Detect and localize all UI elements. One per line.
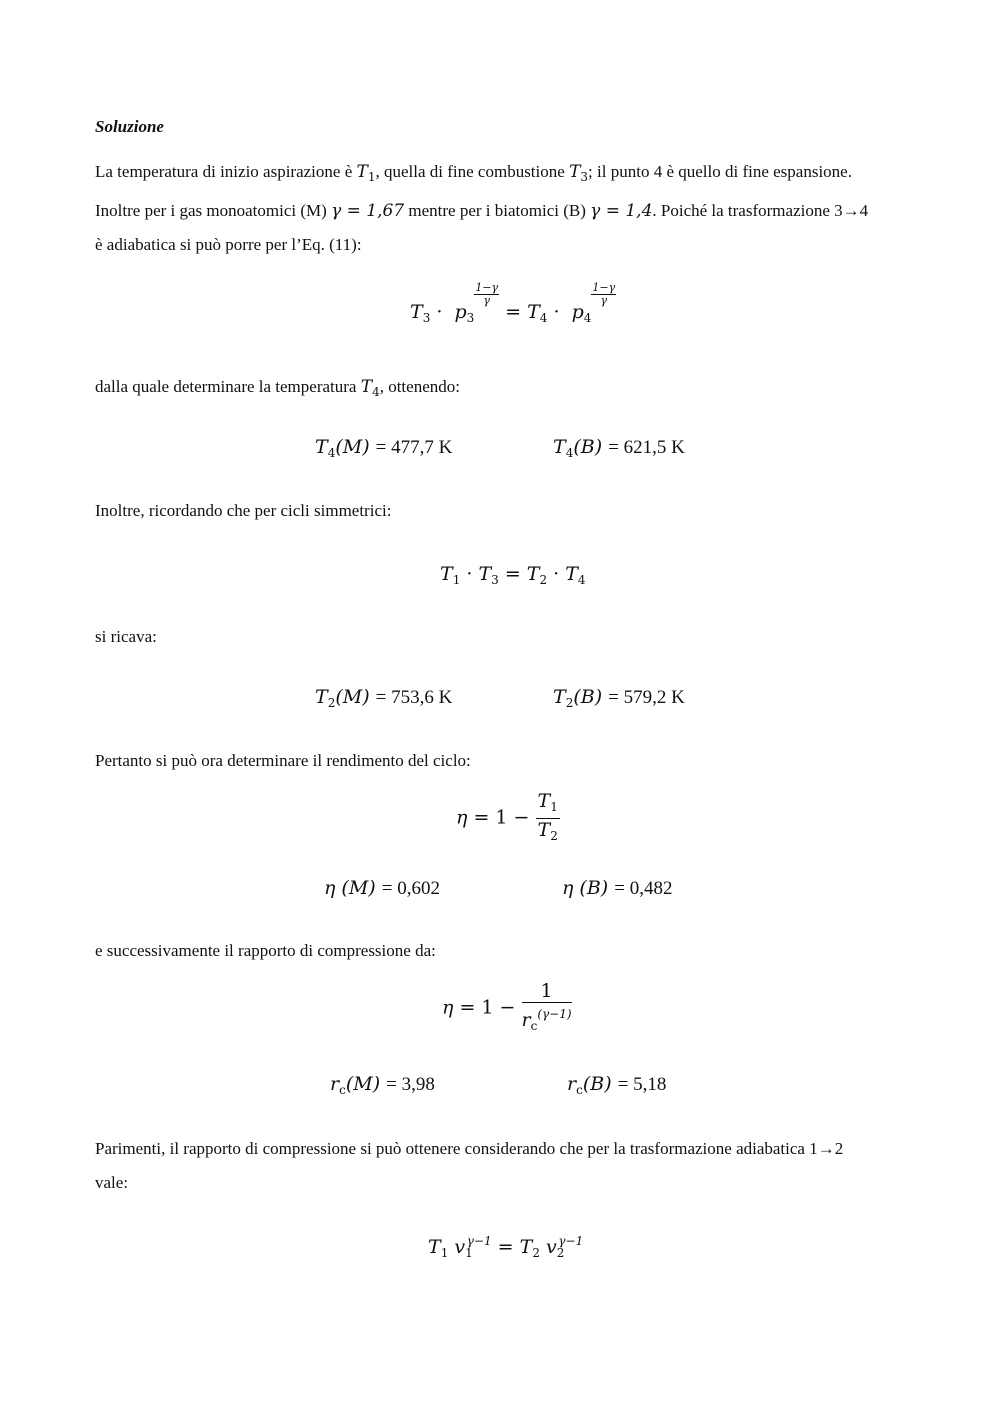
intro-paragraph [95,155,910,262]
parimenti-line-2: vale: [95,1173,129,1192]
symbol-T3: $T_3$ [569,162,589,184]
intro-text-1b: , quella di fine combustione [375,162,570,181]
compression-ratio-equation: η = 1 − $\frac{1}{r_c^{(\gamma-1)}}$ [442,980,572,1037]
intro-text-2c: . Poiché la trasformazione 3→4 [652,201,869,220]
intro-text-3: è adiabatica si può porre per l’Eq. (11): [95,235,362,254]
compressione-text: e successivamente il rapporto di compressione da: [95,941,436,960]
intro-text-1a: La temperatura di inizio aspirazione è [95,162,357,181]
intro-text-1c: ; il punto 4 è quello di fine espansione. [588,162,852,181]
symmetric-cycles-text: Inoltre, ricordando che per cicli simmetrici: [95,501,392,520]
t4-intro-text [95,370,910,409]
volume-adiabatic-equation: $T_1$ $v_1^{\gamma-1} = T_2$ $v_2^{\gamma-1}$ [428,1234,584,1260]
symbol-T1: $T_1$ [356,162,376,184]
rendimento-text: Pertanto si può ora determinare il rendimento del ciclo: [95,751,471,770]
adiabatic-equation: $T_3 \cdot p_3$ $\frac{1-\gamma}{\gamma}$ = $T_4 \cdot p_4$ $\frac{1-\gamma}{\gamma}$ [410,281,616,325]
efficiency-fraction: $\frac{T_1}{T_2}$ [537,790,558,843]
eta-m-value: η (M) = 0,602 [324,877,440,899]
exponent-fraction-1: $\frac{1-\gamma}{\gamma}$ [475,281,499,307]
section-heading: Soluzione [95,117,164,136]
t2-b-value: $T_2(B) = 579,2$ K [553,686,685,710]
symbol-T4: $T_4$ [360,377,380,399]
rc-m-value: $r_c(M) = 3,98$ [330,1073,435,1097]
t4-b-value: $T_4(B) = 621,5$ K [553,436,685,460]
t4-text-a: dalla quale determinare la temperatura [95,377,361,396]
parimenti-line-1: Parimenti, il rapporto di compressione si può ottenere considerando che per la trasformazione adiabatica 1→2 [95,1139,844,1158]
rc-b-value: $r_c(B) = 5,18$ [567,1073,667,1097]
compression-fraction: $\frac{1}{r_c^{(\gamma-1)}}$ [521,980,572,1033]
ricava-text: si ricava: [95,627,157,646]
intro-text-2b: mentre per i biatomici (B) [404,201,591,220]
gamma-biatomic: γ = 1,4 [590,201,653,221]
t2-m-value: $T_2(M) = 753,6$ K [315,686,453,710]
exponent-fraction-2: $\frac{1-\gamma}{\gamma}$ [592,281,616,307]
symmetric-equation: $T_1 \cdot T_3 = T_2 \cdot T_4$ [440,563,586,587]
intro-text-2a: Inoltre per i gas monoatomici (M) [95,201,332,220]
t4-m-value: $T_4(M) = 477,7$ K [315,436,453,460]
eta-b-value: η (B) = 0,482 [562,877,673,899]
parimenti-paragraph [95,1132,910,1200]
efficiency-equation: η = 1 − $\frac{T_1}{T_2}$ [456,790,560,847]
gamma-monoatomic: γ = 1,67 [331,201,405,221]
t4-text-b: , ottenendo: [379,377,460,396]
